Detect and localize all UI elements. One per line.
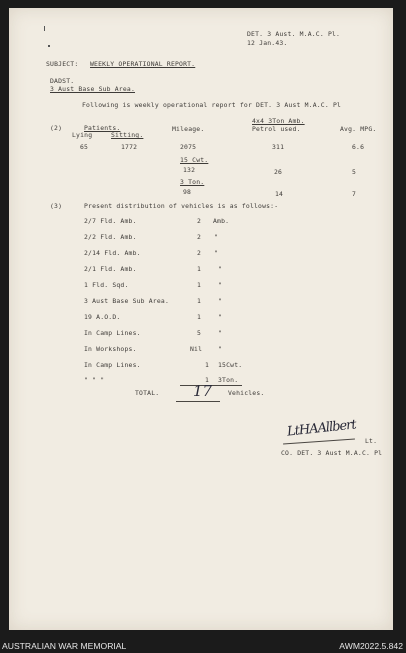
section-number: (3) (50, 202, 63, 210)
total-underline (176, 401, 220, 402)
unit-name: " " " (84, 376, 105, 384)
mileage-value: 132 (183, 166, 196, 174)
mileage-value: 98 (183, 188, 192, 196)
vehicle-count: 1 (197, 265, 202, 273)
archive-name: AUSTRALIAN WAR MEMORIAL (2, 641, 127, 651)
patients-header: Patients. (84, 124, 121, 132)
report-date: 12 Jan.43. (247, 39, 288, 47)
recipient-line: DADST. (50, 77, 75, 85)
mpg-header: Avg. MPG. (340, 125, 377, 133)
mpg-value: 5 (352, 168, 357, 176)
signature-rank: Lt. (365, 437, 378, 445)
subject-label: SUBJECT: (46, 60, 79, 68)
vehicle-count: 1 (205, 376, 210, 384)
signatory-title: CO. DET. 3 Aust M.A.C. Pl (281, 449, 383, 457)
intro-text: Following is weekly operational report for DET. 3 Aust M.A.C. Pl (82, 101, 342, 109)
vehicle-note: " (218, 297, 223, 305)
mileage-header: Mileage. (172, 125, 205, 133)
vehicle-type-header: 4x4 3Ton Amb. (252, 117, 305, 125)
vehicle-count: 1 (197, 313, 202, 321)
subject-title: WEEKLY OPERATIONAL REPORT. (90, 60, 196, 68)
accession-number: AWM2022.5.842 (339, 641, 403, 651)
unit-name: 2/7 Fld. Amb. (84, 217, 137, 225)
vehicle-count: 1 (197, 297, 202, 305)
unit-name: 2/1 Fld. Amb. (84, 265, 137, 273)
vehicle-count: 1 (205, 361, 210, 369)
unit-name: In Camp Lines. (84, 361, 141, 369)
petrol-value: 311 (272, 143, 285, 151)
sitting-value: 1772 (121, 143, 138, 151)
unit-name: In Workshops. (84, 345, 137, 353)
total-value: 17 (193, 382, 213, 400)
vehicle-note: 15Cwt. (218, 361, 243, 369)
sitting-header: Sitting. (111, 131, 144, 139)
mileage-value: 2075 (180, 143, 197, 151)
mpg-value: 6.6 (352, 143, 365, 151)
petrol-header: Petrol used. (252, 125, 301, 133)
unit-heading: DET. 3 Aust. M.A.C. Pl. (247, 30, 341, 38)
petrol-value: 26 (274, 168, 283, 176)
recipient-line: 3 Aust Base Sub Area. (50, 85, 135, 93)
vehicle-note: " (218, 281, 223, 289)
vehicle-note: " (218, 345, 223, 353)
vehicle-note: " (218, 313, 223, 321)
unit-name: In Camp Lines. (84, 329, 141, 337)
vehicle-note: " (214, 249, 219, 257)
vehicle-note: " (214, 233, 219, 241)
vehicle-type-subheading: 3 Ton. (180, 178, 205, 186)
section-number: (2) (50, 124, 63, 132)
total-unit: Vehicles. (228, 389, 265, 397)
vehicle-count: Nil (190, 345, 203, 353)
vehicle-count: 2 (197, 249, 202, 257)
vehicle-note: " (218, 265, 223, 273)
vehicle-type-subheading: 15 Cwt. (180, 156, 209, 164)
unit-name: 2/14 Fld. Amb. (84, 249, 141, 257)
mpg-value: 7 (352, 190, 357, 198)
unit-name: 3 Aust Base Sub Area. (84, 297, 169, 305)
lying-value: 65 (80, 143, 89, 151)
unit-name: 19 A.O.D. (84, 313, 121, 321)
total-label: TOTAL. (135, 389, 160, 397)
vehicle-count: 2 (197, 217, 202, 225)
unit-name: 2/2 Fld. Amb. (84, 233, 137, 241)
vehicle-note: Amb. (213, 217, 230, 225)
archive-footer (0, 639, 406, 653)
signature: LtHAAllbert (286, 417, 357, 440)
vehicle-count: 1 (197, 281, 202, 289)
margin-mark (48, 45, 50, 47)
vehicle-note: " (218, 329, 223, 337)
petrol-value: 14 (275, 190, 284, 198)
vehicle-note: 3Ton. (218, 376, 239, 384)
margin-mark (44, 26, 45, 31)
unit-name: 1 Fld. Sqd. (84, 281, 129, 289)
vehicle-count: 5 (197, 329, 202, 337)
distribution-intro: Present distribution of vehicles is as follows:- (84, 202, 279, 210)
lying-header: Lying (72, 131, 93, 139)
vehicle-count: 2 (197, 233, 202, 241)
